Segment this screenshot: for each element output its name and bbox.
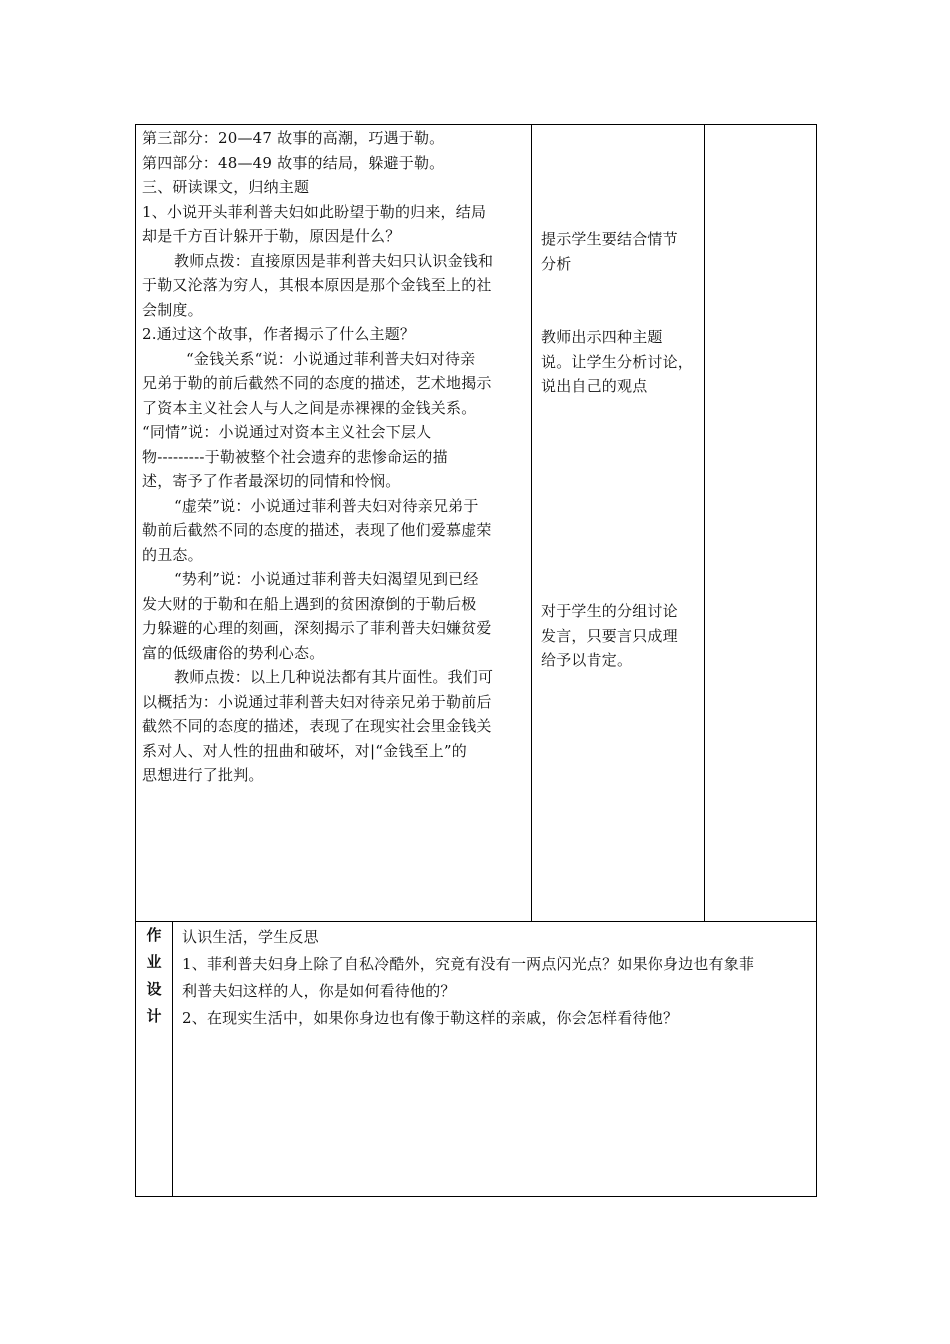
text-line: 会制度。 [142, 300, 203, 319]
text-line: 以概括为：小说通过菲利普夫妇对待亲兄弟于勒前后 [142, 692, 492, 711]
homework-line: 认识生活，学生反思 [182, 928, 319, 946]
note-line: 给予以肯定。 [541, 651, 633, 669]
column-divider-main [531, 124, 532, 922]
homework-label-divider [172, 921, 173, 1197]
note-line: 说。让学生分析讨论， [541, 352, 694, 371]
question-line: 1、小说开头菲利普夫妇如此盼望于勒的归来，结局 [142, 202, 487, 221]
text-line: 系对人、对人性的扭曲和破坏，对|“金钱至上”的 [142, 741, 467, 760]
note-line: 提示学生要结合情节 [541, 230, 678, 248]
text-line: 第三部分：20—47 故事的高潮，巧遇于勒。 [142, 129, 445, 147]
text-line: 的丑态。 [142, 545, 203, 564]
text-line: 于勒又沦落为穷人，其根本原因是那个金钱至上的社 [142, 276, 492, 294]
text-line: 勒前后截然不同的态度的描述，表现了他们爱慕虚荣 [142, 521, 492, 539]
question-line: 却是千方百计躲开于勒，原因是什么？ [142, 227, 401, 245]
text-line: 了资本主义社会人与人之间是赤裸裸的金钱关系。 [142, 398, 477, 417]
note-line: 教师出示四种主题 [541, 328, 663, 346]
text-line: “虚荣”说：小说通过菲利普夫妇对待亲兄弟于 [174, 496, 479, 515]
note-block [541, 325, 693, 399]
note-block [541, 227, 678, 276]
text-line: 物---------于勒被整个社会遗弃的悲惨命运的描 [142, 447, 448, 466]
text-line: 教师点拨：直接原因是菲利普夫妇只认识金钱和 [174, 251, 494, 270]
text-line: “同情”说：小说通过对资本主义社会下层人 [142, 423, 432, 441]
homework-label [136, 922, 172, 1030]
text-line: 第四部分：48—49 故事的结局，躲避于勒。 [142, 153, 445, 172]
text-line: 思想进行了批判。 [142, 766, 264, 784]
note-line: 说出自己的观点 [541, 377, 648, 395]
text-line: 述，寄予了作者最深切的同情和怜悯。 [142, 472, 401, 490]
text-line: 发大财的于勒和在船上遇到的贫困潦倒的于勒后极 [142, 594, 477, 613]
lesson-content [142, 126, 530, 788]
note-line: 发言，只要言只成理 [541, 626, 678, 645]
text-line: 截然不同的态度的描述，表现了在现实社会里金钱关 [142, 717, 492, 735]
row-divider-homework [135, 921, 817, 922]
homework-line: 2、在现实生活中，如果你身边也有像于勒这样的亲戚，你会怎样看待他？ [182, 1009, 679, 1027]
text-line: 富的低级庸俗的势利心态。 [142, 643, 325, 662]
note-line: 分析 [541, 254, 572, 273]
label-char: 设 [146, 980, 162, 998]
text-line: 兄弟于勒的前后截然不同的态度的描述，艺术地揭示 [142, 374, 492, 392]
label-char: 作 [146, 926, 162, 944]
label-char: 计 [146, 1007, 162, 1025]
text-line: “金钱关系“说：小说通过菲利普夫妇对待亲 [186, 349, 476, 368]
homework-line: 1、菲利普夫妇身上除了自私冷酷外，究竟有没有一两点闪光点？如果你身边也有象菲 [182, 955, 755, 973]
section-heading: 三、研读课文，归纳主题 [142, 178, 310, 196]
note-block [541, 599, 678, 673]
column-divider-note [704, 124, 705, 922]
homework-line: 利普夫妇这样的人，你是如何看待他的？ [182, 982, 456, 1000]
text-line: “势利”说：小说通过菲利普夫妇渴望见到已经 [174, 570, 479, 588]
text-line: 力躲避的心理的刻画，深刻揭示了菲利普夫妇嫌贫爱 [142, 619, 492, 637]
label-char: 业 [146, 953, 162, 971]
note-line: 对于学生的分组讨论 [541, 602, 678, 620]
text-line: 教师点拨：以上几种说法都有其片面性。我们可 [174, 668, 494, 686]
question-line: 2.通过这个故事，作者揭示了什么主题？ [142, 325, 416, 343]
homework-content [182, 924, 812, 1032]
